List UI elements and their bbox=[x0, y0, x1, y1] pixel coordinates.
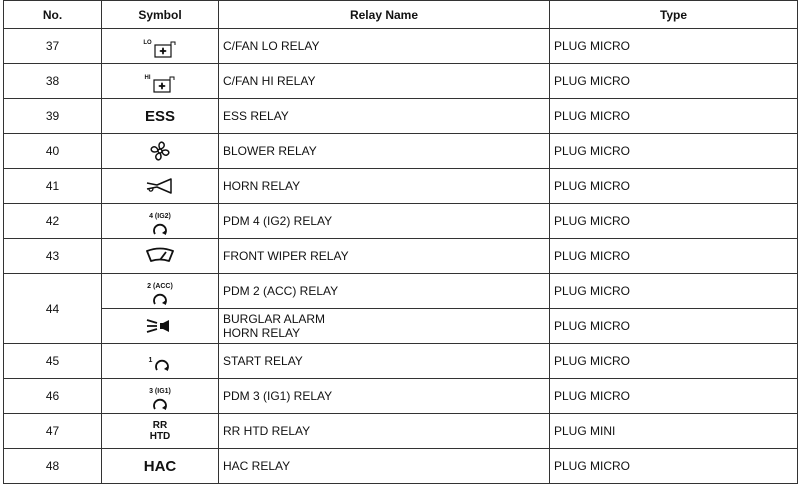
table-row bbox=[4, 344, 798, 379]
fan-hi-icon bbox=[152, 74, 176, 94]
relay-name: C/FAN LO RELAY bbox=[219, 29, 550, 64]
symbol-text: ESS bbox=[144, 107, 175, 125]
relay-type: PLUG MICRO bbox=[550, 169, 798, 204]
symbol-superscript: 2 (ACC) bbox=[147, 282, 173, 290]
table-row bbox=[4, 379, 798, 414]
relay-type: PLUG MICRO bbox=[550, 309, 798, 344]
table-row bbox=[4, 274, 798, 309]
relay-symbol bbox=[102, 29, 219, 64]
table-row bbox=[4, 169, 798, 204]
blower-fan-icon bbox=[148, 139, 172, 163]
relay-number: 37 bbox=[4, 29, 102, 64]
ignition-arrow-icon bbox=[151, 291, 169, 306]
relay-name: FRONT WIPER RELAY bbox=[219, 239, 550, 274]
col-header-symbol: Symbol bbox=[102, 1, 219, 29]
relay-type: PLUG MICRO bbox=[550, 379, 798, 414]
relay-type: PLUG MICRO bbox=[550, 29, 798, 64]
relay-name: PDM 3 (IG1) RELAY bbox=[219, 379, 550, 414]
relay-name: HAC RELAY bbox=[219, 449, 550, 484]
ignition-arrow-icon bbox=[151, 221, 169, 236]
symbol-text: HAC bbox=[143, 457, 177, 475]
table-row bbox=[4, 309, 798, 344]
col-header-name: Relay Name bbox=[219, 1, 550, 29]
relay-symbol bbox=[102, 344, 219, 379]
table-row bbox=[4, 239, 798, 274]
relay-symbol bbox=[102, 239, 219, 274]
relay-number: 41 bbox=[4, 169, 102, 204]
relay-name-line: HORN RELAY bbox=[223, 326, 301, 340]
col-header-type: Type bbox=[550, 1, 798, 29]
symbol-text-line: HTD bbox=[149, 431, 171, 442]
symbol-superscript: 1 bbox=[148, 356, 153, 364]
relay-type: PLUG MICRO bbox=[550, 134, 798, 169]
relay-name-line: BURGLAR ALARM bbox=[223, 312, 326, 326]
symbol-superscript: LO bbox=[143, 40, 152, 46]
symbol-superscript: 3 (IG1) bbox=[149, 387, 171, 395]
relay-type: PLUG MINI bbox=[550, 414, 798, 449]
wiper-icon bbox=[145, 247, 175, 265]
table-row bbox=[4, 99, 798, 134]
relay-number: 39 bbox=[4, 99, 102, 134]
relay-name: C/FAN HI RELAY bbox=[219, 64, 550, 99]
relay-type: PLUG MICRO bbox=[550, 99, 798, 134]
ignition-arrow-icon bbox=[153, 357, 171, 372]
table-row bbox=[4, 64, 798, 99]
relay-number: 44 bbox=[4, 274, 102, 344]
relay-symbol bbox=[102, 309, 219, 344]
table-row bbox=[4, 449, 798, 484]
relay-symbol bbox=[102, 204, 219, 239]
table-row bbox=[4, 29, 798, 64]
relay-type: PLUG MICRO bbox=[550, 204, 798, 239]
relay-number: 48 bbox=[4, 449, 102, 484]
fan-lo-icon bbox=[153, 39, 177, 59]
relay-symbol bbox=[102, 99, 219, 134]
relay-type: PLUG MICRO bbox=[550, 239, 798, 274]
relay-symbol bbox=[102, 134, 219, 169]
symbol-superscript: 4 (IG2) bbox=[149, 212, 171, 220]
header-row bbox=[4, 1, 798, 29]
relay-table bbox=[3, 0, 798, 484]
symbol-superscript: HI bbox=[144, 75, 151, 81]
relay-symbol bbox=[102, 449, 219, 484]
table-row bbox=[4, 414, 798, 449]
table-row bbox=[4, 134, 798, 169]
relay-number: 43 bbox=[4, 239, 102, 274]
relay-number: 42 bbox=[4, 204, 102, 239]
alarm-horn-icon bbox=[145, 317, 175, 335]
relay-name bbox=[219, 309, 550, 344]
relay-name: HORN RELAY bbox=[219, 169, 550, 204]
relay-number: 38 bbox=[4, 64, 102, 99]
relay-name: START RELAY bbox=[219, 344, 550, 379]
relay-number: 45 bbox=[4, 344, 102, 379]
relay-number: 40 bbox=[4, 134, 102, 169]
relay-name: BLOWER RELAY bbox=[219, 134, 550, 169]
ignition-arrow-icon bbox=[151, 396, 169, 411]
relay-type: PLUG MICRO bbox=[550, 449, 798, 484]
relay-type: PLUG MICRO bbox=[550, 64, 798, 99]
relay-symbol bbox=[102, 274, 219, 309]
relay-symbol bbox=[102, 169, 219, 204]
relay-type: PLUG MICRO bbox=[550, 344, 798, 379]
relay-symbol bbox=[102, 379, 219, 414]
relay-type: PLUG MICRO bbox=[550, 274, 798, 309]
col-header-no: No. bbox=[4, 1, 102, 29]
relay-name: PDM 4 (IG2) RELAY bbox=[219, 204, 550, 239]
relay-symbol bbox=[102, 64, 219, 99]
relay-name: PDM 2 (ACC) RELAY bbox=[219, 274, 550, 309]
horn-icon bbox=[145, 176, 175, 196]
relay-name: RR HTD RELAY bbox=[219, 414, 550, 449]
symbol-text-line: RR bbox=[152, 420, 168, 431]
relay-number: 47 bbox=[4, 414, 102, 449]
table-row bbox=[4, 204, 798, 239]
relay-name: ESS RELAY bbox=[219, 99, 550, 134]
relay-number: 46 bbox=[4, 379, 102, 414]
relay-symbol bbox=[102, 414, 219, 449]
